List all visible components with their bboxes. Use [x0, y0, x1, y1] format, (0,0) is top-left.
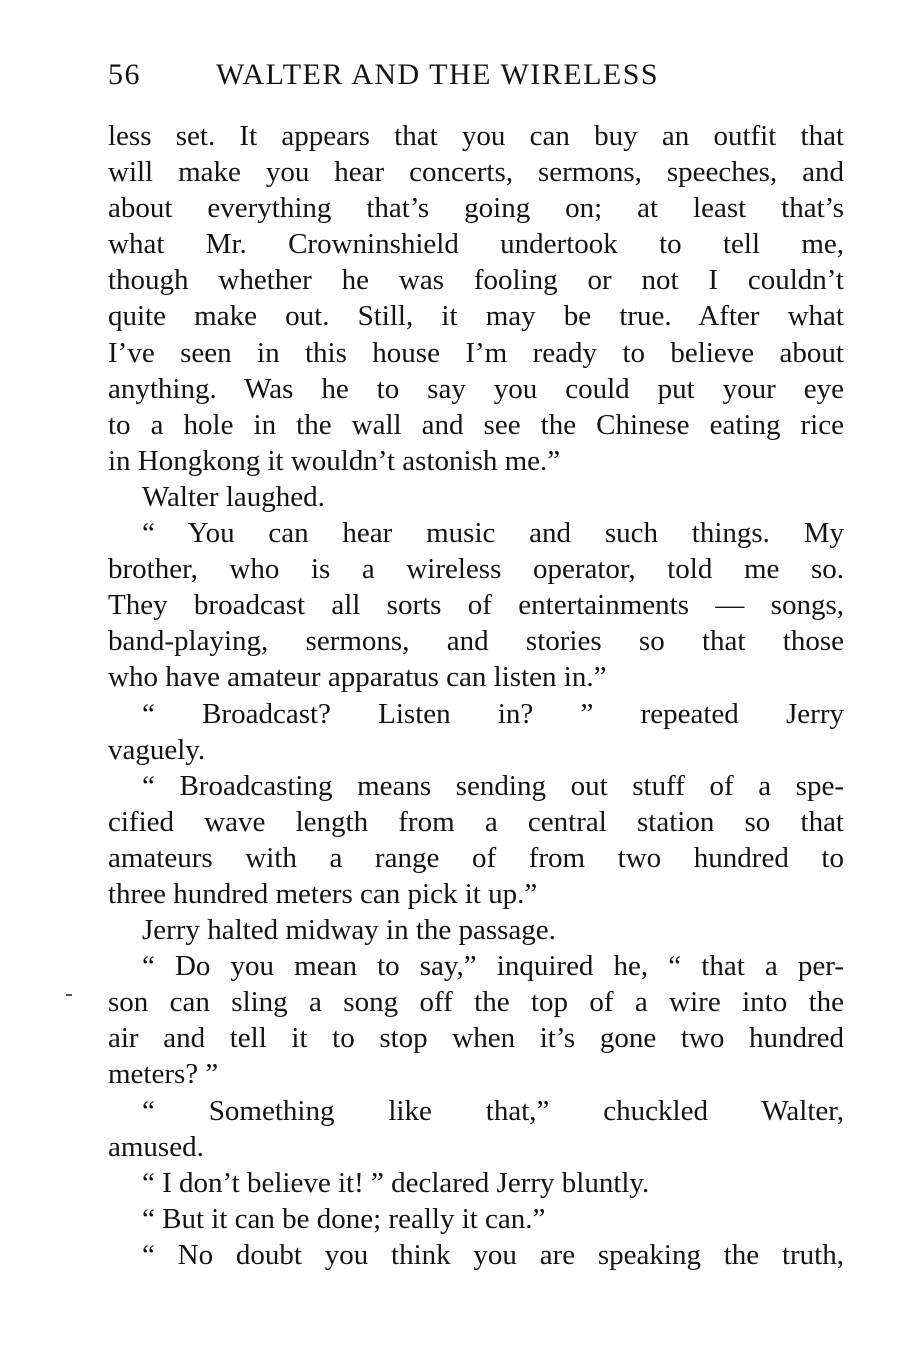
text-line: Jerry halted midway in the passage. [142, 914, 556, 947]
text-line: They broadcast all sorts of entertainments — songs, [108, 589, 844, 622]
text-line: what Mr. Crowninshield undertook to tell me, [108, 228, 844, 261]
text-line: “ Broadcast? Listen in? ” repeated Jerry [142, 697, 844, 730]
text-line: meters? ” [108, 1058, 219, 1091]
text-line: “ No doubt you think you are speaking the truth, [142, 1238, 844, 1271]
text-line: quite make out. Still, it may be true. After what [108, 300, 844, 333]
margin-speck [66, 994, 72, 996]
text-line: “ Do you mean to say,” inquired he, “ that a per- [142, 950, 844, 983]
text-line: Walter laughed. [142, 480, 325, 513]
text-line: “ But it can be done; really it can.” [142, 1202, 546, 1235]
text-line: air and tell it to stop when it’s gone two hundred [108, 1022, 844, 1055]
text-line: anything. Was he to say you could put your eye [108, 372, 844, 405]
text-line: to a hole in the wall and see the Chinese eating rice [108, 408, 844, 441]
text-line: “ Something like that,” chuckled Walter, [142, 1094, 844, 1127]
text-line: who have amateur apparatus can listen in.” [108, 661, 607, 694]
text-line: cified wave length from a central station so that [108, 805, 844, 838]
text-line: about everything that’s going on; at least that’s [108, 192, 844, 225]
text-line: son can sling a song off the top of a wire into the [108, 986, 844, 1019]
text-line: in Hongkong it wouldn’t astonish me.” [108, 444, 561, 477]
text-line: though whether he was fooling or not I couldn’t [108, 264, 844, 297]
text-line: I’ve seen in this house I’m ready to believe about [108, 336, 844, 369]
page-number: 56 [108, 58, 141, 91]
text-line: three hundred meters can pick it up.” [108, 877, 538, 910]
text-line: amateurs with a range of from two hundred to [108, 841, 844, 874]
running-head [108, 58, 844, 102]
text-line: band-playing, sermons, and stories so that those [108, 625, 844, 658]
text-line: brother, who is a wireless operator, told me so. [108, 553, 844, 586]
text-line: less set. It appears that you can buy an outfit that [108, 120, 844, 152]
text-line: “ I don’t believe it! ” declared Jerry bluntly. [142, 1166, 650, 1199]
text-line: vaguely. [108, 733, 206, 766]
text-line: “ Broadcasting means sending out stuff of a spe- [142, 769, 844, 802]
text-line: amused. [108, 1130, 204, 1163]
text-line: will make you hear concerts, sermons, speeches, and [108, 156, 844, 189]
text-line: “ You can hear music and such things. My [142, 517, 844, 550]
body-text [108, 118, 844, 1273]
running-title: WALTER AND THE WIRELESS [216, 58, 660, 91]
